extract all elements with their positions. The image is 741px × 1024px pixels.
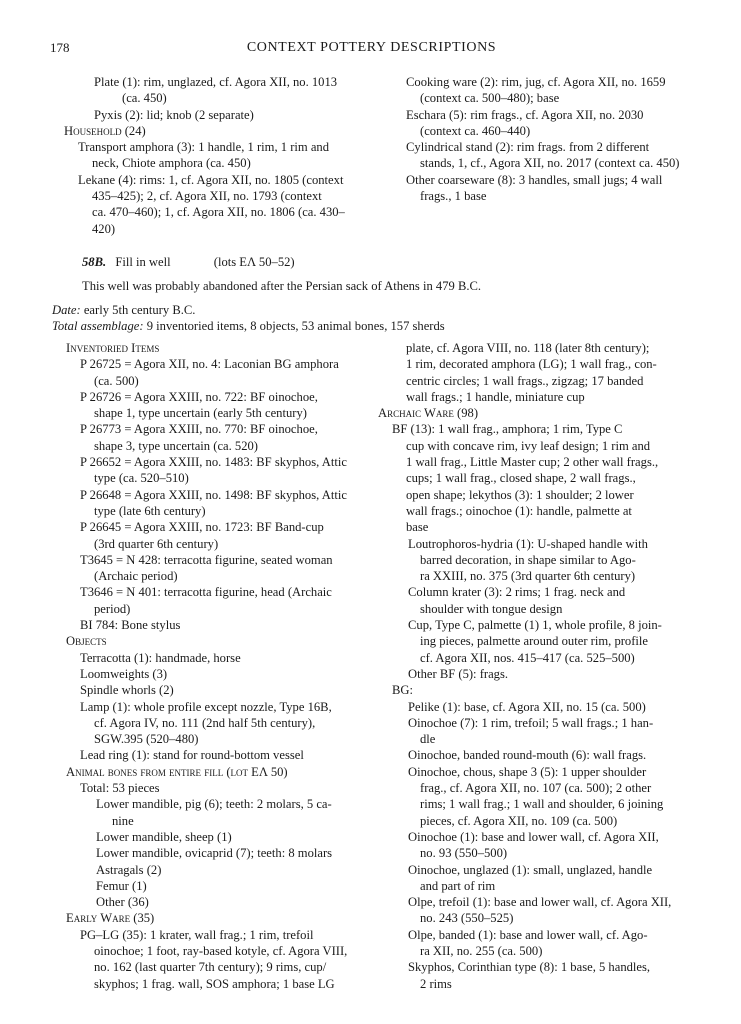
entry-line: P 26648 = Agora XXIII, no. 1498: BF skyphos, Attic bbox=[80, 487, 347, 502]
deposit-name: Fill in well bbox=[115, 255, 171, 269]
entry-line: BF (13): 1 wall frag., amphora; 1 rim, Type C bbox=[392, 422, 623, 437]
entry-line: wall frags.; oinochoe (1): handle, palmette at bbox=[406, 503, 632, 518]
entry-line: 435–425); 2, cf. Agora XII, no. 1793 (context bbox=[92, 189, 322, 204]
entry-line: P 26725 = Agora XII, no. 4: Laconian BG amphora bbox=[80, 357, 339, 372]
entry-line: Olpe, trefoil (1): base and lower wall, cf. Agora XII, bbox=[408, 895, 672, 910]
deposit-note bbox=[82, 278, 722, 294]
page-number: 178 bbox=[50, 40, 70, 55]
entry-line: type (ca. 520–510) bbox=[94, 471, 189, 486]
entry-line: type (late 6th century) bbox=[94, 503, 206, 518]
entry-line: no. 243 (550–525) bbox=[420, 911, 514, 926]
entry-line: frags., 1 base bbox=[420, 189, 487, 204]
entry-line: plate, cf. Agora VIII, no. 118 (later 8th century); bbox=[406, 341, 650, 355]
entry-line: 1 wall frag., Little Master cup; 2 other wall frags., bbox=[406, 455, 659, 470]
entry-line: (3rd quarter 6th century) bbox=[94, 536, 219, 551]
entry-line: Other coarseware (8): 3 handles, small jugs; 4 wall bbox=[406, 172, 663, 187]
total-label: Total assemblage: bbox=[52, 319, 144, 334]
entry-line: Lower mandible, sheep (1) bbox=[96, 829, 232, 844]
entry-line: Skyphos, Corinthian type (8): 1 base, 5 handles, bbox=[408, 960, 651, 975]
entry-line: 1 rim, decorated amphora (LG); 1 wall frag., con- bbox=[406, 357, 657, 372]
entry-line: Pyxis (2): lid; knob (2 separate) bbox=[94, 107, 254, 122]
entry-line: Cooking ware (2): rim, jug, cf. Agora XII, no. 1659 bbox=[406, 75, 666, 89]
entry-line: P 26773 = Agora XXIII, no. 770: BF oinochoe, bbox=[80, 422, 318, 437]
entry-line: Transport amphora (3): 1 handle, 1 rim, 1 rim and bbox=[78, 140, 330, 155]
entry-line: Loutrophoros-hydria (1): U-shaped handle with bbox=[408, 536, 648, 551]
entry-line: Total: 53 pieces bbox=[80, 781, 160, 796]
entry-line: BG: bbox=[392, 683, 413, 698]
entry-line: Spindle whorls (2) bbox=[80, 683, 174, 698]
deposit-summary bbox=[52, 302, 712, 335]
date-value: early 5th century B.C. bbox=[83, 303, 196, 317]
entry-line: (context ca. 460–440) bbox=[420, 123, 531, 138]
entry-line: nine bbox=[112, 813, 134, 828]
entry-line: Oinochoe (7): 1 rim, trefoil; 5 wall frags.; 1 han- bbox=[408, 715, 654, 730]
entry-line: dle bbox=[420, 732, 436, 747]
entry-line: T3646 = N 401: terracotta figurine, head (Archaic bbox=[80, 585, 332, 600]
left-column bbox=[66, 340, 396, 992]
entry-line: stands, 1, cf., Agora XII, no. 2017 (context ca. 450) bbox=[420, 156, 680, 171]
page-header bbox=[50, 40, 693, 58]
entry-line: PG–LG (35): 1 krater, wall frag.; 1 rim, trefoil bbox=[80, 927, 314, 942]
right-column bbox=[378, 340, 718, 992]
deposit-note-text: This well was probably abandoned after the Persian sack of Athens in 479 B.C. bbox=[82, 279, 482, 293]
entry-line: oinochoe; 1 foot, ray-based kotyle, cf. Agora VIII, bbox=[94, 943, 348, 958]
entry-line: Objects bbox=[66, 634, 107, 649]
continued-list-left bbox=[64, 74, 384, 237]
entry-line: (Archaic period) bbox=[94, 569, 178, 584]
entry-line: frag., cf. Agora XII, no. 107 (ca. 500); 2 other bbox=[420, 781, 652, 796]
entry-line: Other BF (5): frags. bbox=[408, 666, 509, 681]
entry-line: P 26726 = Agora XXIII, no. 722: BF oinochoe, bbox=[80, 389, 318, 404]
entry-line: shape 3, type uncertain (ca. 520) bbox=[94, 438, 259, 453]
entry-line: Column krater (3): 2 rims; 1 frag. neck and bbox=[408, 585, 626, 600]
entry-line: base bbox=[406, 520, 429, 535]
entry-line: Early Ware (35) bbox=[66, 911, 155, 926]
entry-line: Lower mandible, ovicaprid (7); teeth: 8 molars bbox=[96, 846, 333, 861]
entry-line: T3645 = N 428: terracotta figurine, seated woman bbox=[80, 552, 333, 567]
entry-line: P 26645 = Agora XXIII, no. 1723: BF Band-cup bbox=[80, 520, 324, 535]
entry-line: wall frags.; 1 handle, miniature cup bbox=[406, 389, 585, 404]
entry-line: Household (24) bbox=[64, 123, 146, 138]
entry-line: Oinochoe (1): base and lower wall, cf. Agora XII, bbox=[408, 829, 659, 844]
entry-line: Lekane (4): rims: 1, cf. Agora XII, no. 1805 (context bbox=[78, 172, 344, 187]
entry-line: (ca. 450) bbox=[122, 91, 167, 106]
entry-line: Cylindrical stand (2): rim frags. from 2 different bbox=[406, 140, 650, 155]
entry-line: (ca. 500) bbox=[94, 373, 139, 388]
entry-line: Animal bones from entire fill (lot EΛ 50) bbox=[66, 764, 288, 779]
entry-line: Oinochoe, banded round-mouth (6): wall frags. bbox=[408, 748, 647, 763]
entry-line: shoulder with tongue design bbox=[420, 601, 563, 616]
entry-line: P 26652 = Agora XXIII, no. 1483: BF skyphos, Attic bbox=[80, 455, 347, 470]
entry-line: ra XXIII, no. 375 (3rd quarter 6th century) bbox=[420, 569, 636, 584]
entry-line: no. 162 (last quarter 7th century); 9 rims, cup/ bbox=[94, 960, 327, 975]
entry-line: SGW.395 (520–480) bbox=[94, 732, 199, 747]
total-value: 9 inventoried items, 8 objects, 53 animal bones, 157 sherds bbox=[146, 319, 445, 334]
entry-line: Astragals (2) bbox=[96, 862, 162, 877]
entry-line: Lead ring (1): stand for round-bottom vessel bbox=[80, 748, 304, 763]
entry-line: 420) bbox=[92, 221, 116, 236]
entry-line: Plate (1): rim, unglazed, cf. Agora XII, no. 1013 bbox=[94, 75, 338, 89]
entry-line: period) bbox=[94, 601, 131, 616]
entry-line: Lamp (1): whole profile except nozzle, Type 16B, bbox=[80, 699, 332, 714]
running-title: CONTEXT POTTERY DESCRIPTIONS bbox=[246, 40, 497, 55]
entry-line: Cup, Type C, palmette (1) 1, whole profile, 8 join- bbox=[408, 618, 662, 633]
entry-line: cf. Agora XII, nos. 415–417 (ca. 525–500) bbox=[420, 650, 635, 665]
entry-line: open shape; lekythos (3): 1 shoulder; 2 lower bbox=[406, 487, 634, 502]
entry-line: Lower mandible, pig (6); teeth: 2 molars, 5 ca- bbox=[96, 797, 332, 812]
entry-line: Loomweights (3) bbox=[80, 666, 168, 681]
entry-line: ca. 470–460); 1, cf. Agora XII, no. 1806 (ca. 430– bbox=[92, 205, 345, 220]
deposit-lots: (lots EΛ 50–52) bbox=[213, 255, 295, 269]
deposit-heading bbox=[82, 254, 682, 270]
entry-line: Femur (1) bbox=[96, 878, 147, 893]
entry-line: Archaic Ware (98) bbox=[378, 406, 479, 421]
entry-line: cf. Agora IV, no. 111 (2nd half 5th century), bbox=[94, 715, 316, 730]
entry-line: Inventoried Items bbox=[66, 341, 160, 355]
entry-line: (context ca. 500–480); base bbox=[420, 91, 560, 106]
entry-line: cup with concave rim, ivy leaf design; 1 rim and bbox=[406, 438, 651, 453]
entry-line: Oinochoe, chous, shape 3 (5): 1 upper shoulder bbox=[408, 764, 647, 779]
entry-line: Pelike (1): base, cf. Agora XII, no. 15 (ca. 500) bbox=[408, 699, 646, 714]
continued-list-right bbox=[406, 74, 706, 204]
entry-line: barred decoration, in shape similar to Ago- bbox=[420, 552, 636, 567]
entry-line: Other (36) bbox=[96, 895, 149, 910]
entry-line: ing pieces, palmette around outer rim, profile bbox=[420, 634, 649, 649]
entry-line: ra XII, no. 255 (ca. 500) bbox=[420, 943, 543, 958]
deposit-number: 58B. bbox=[82, 255, 107, 269]
entry-line: skyphos; 1 frag. wall, SOS amphora; 1 base LG bbox=[94, 976, 335, 991]
entry-line: BI 784: Bone stylus bbox=[80, 618, 181, 633]
date-label: Date: bbox=[52, 303, 81, 317]
entry-line: Oinochoe, unglazed (1): small, unglazed, handle bbox=[408, 862, 653, 877]
entry-line: neck, Chiote amphora (ca. 450) bbox=[92, 156, 251, 171]
entry-line: Olpe, banded (1): base and lower wall, cf. Ago- bbox=[408, 927, 648, 942]
entry-line: cups; 1 wall frag., closed shape, 2 wall frags., bbox=[406, 471, 636, 486]
entry-line: shape 1, type uncertain (early 5th century) bbox=[94, 406, 307, 421]
entry-line: no. 93 (550–500) bbox=[420, 846, 508, 861]
entry-line: rims; 1 wall frag.; 1 wall and shoulder, 6 joining bbox=[420, 797, 664, 812]
entry-line: Eschara (5): rim frags., cf. Agora XII, no. 2030 bbox=[406, 107, 644, 122]
entry-line: and part of rim bbox=[420, 878, 496, 893]
entry-line: centric circles; 1 wall frags., zigzag; 17 banded bbox=[406, 373, 644, 388]
entry-line: pieces, cf. Agora XII, no. 109 (ca. 500) bbox=[420, 813, 618, 828]
entry-line: 2 rims bbox=[420, 976, 452, 991]
entry-line: Terracotta (1): handmade, horse bbox=[80, 650, 241, 665]
